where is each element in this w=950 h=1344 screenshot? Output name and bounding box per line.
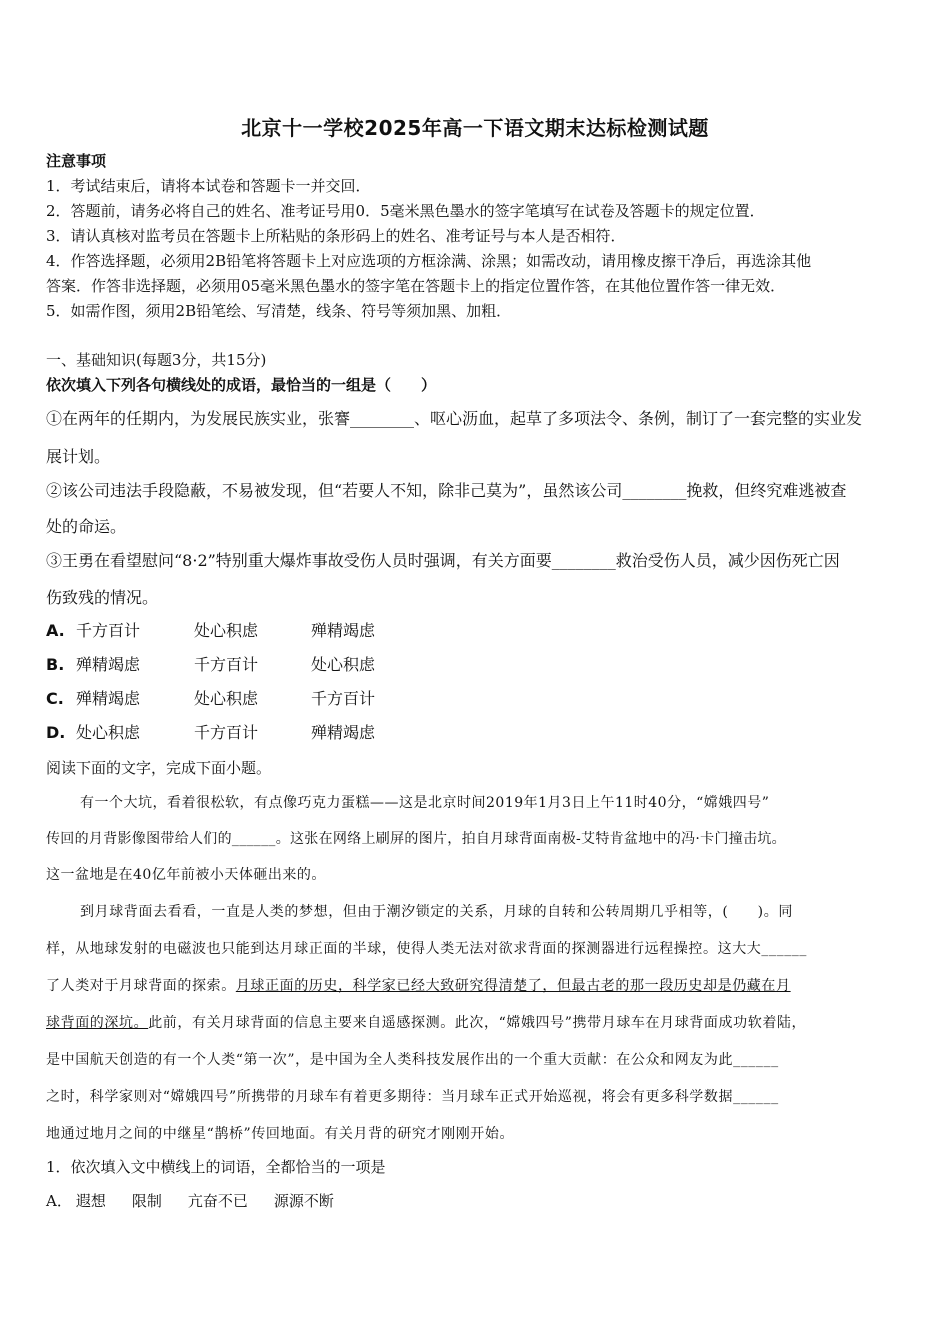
option-word: 源源不断: [273, 1192, 334, 1210]
option-word: 殚精竭虑: [76, 689, 141, 708]
sentence-1-cont: 展计划。: [46, 447, 111, 466]
sentence-2-cont: 处的命运。: [46, 517, 127, 536]
passage-p1-line1: 有一个大坑，看着很松软，有点像巧克力蛋糕——这是北京时间2019年1月3日上午11时40分，“嫦娥四号”: [80, 795, 770, 811]
option-word: 处心积虑: [194, 621, 259, 640]
option-word: 千方百计: [311, 689, 376, 708]
text-run: 了人类对于月球背面的探索。: [46, 978, 236, 994]
option-label: C.: [46, 689, 64, 708]
passage-p2-line6: 之时，科学家则对“嫦娥四号”所携带的月球车有着更多期待：当月球车正式开始巡视，将会有更多科学数据______: [46, 1089, 779, 1105]
text-run: 此前，有关月球背面的信息主要来自遥感探测。此次，“嫦娥四号”携带月球车在月球背面成功软着陆，: [148, 1015, 807, 1031]
option-label: D.: [46, 723, 66, 742]
q1-option-a[interactable]: [46, 1190, 360, 1211]
option-word: 千方百计: [194, 655, 259, 674]
option-label: B.: [46, 655, 65, 674]
passage-p2-line1: 到月球背面去看看，一直是人类的梦想，但由于潮汐锁定的关系，月球的自转和公转周期几乎相等，( )。同: [80, 904, 793, 920]
option-label: A．: [46, 1192, 72, 1210]
notice-item-2: 2．答题前，请务必将自己的姓名、准考证号用0．5毫米黑色墨水的签字笔填写在试卷及答题卡的规定位置．: [46, 202, 765, 220]
option-word: 殚精竭虑: [311, 621, 376, 640]
notice-item-3: 3．请认真核对监考员在答题卡上所粘贴的条形码上的姓名、准考证号与本人是否相符．: [46, 227, 626, 245]
notice-item-5: 5．如需作图，须用2B铅笔绘、写清楚，线条、符号等须加黑、加粗．: [46, 302, 512, 320]
passage-p2-line7: 地通过地月之间的中继星“鹊桥”传回地面。有关月背的研究才刚刚开始。: [46, 1126, 515, 1142]
reading-intro: 阅读下面的文字，完成下面小题。: [46, 759, 272, 777]
option-word: 千方百计: [76, 621, 141, 640]
sentence-3-cont: 伤致残的情况。: [46, 588, 159, 607]
notice-item-1: 1．考试结束后，请将本试卷和答题卡一并交回．: [46, 177, 371, 195]
passage-p2-line5: 是中国航天创造的有一个人类“第一次”，是中国为全人类科技发展作出的一个重大贡献：在公众和网友为此______: [46, 1052, 779, 1068]
option-word: 殚精竭虑: [76, 655, 141, 674]
sentence-3: ③王勇在看望慰问“8·2”特别重大爆炸事故受伤人员时强调，有关方面要________救治受伤人员，减少因伤死亡因: [46, 551, 840, 570]
passage-p1-line3: 这一盆地是在40亿年前被小天体砸出来的。: [46, 867, 326, 883]
notice-item-4-cont: 答案．作答非选择题，必须用05毫米黑色墨水的签字笔在答题卡上的指定位置作答，在其他位置作答一律无效．: [46, 277, 786, 295]
question-1: 1．依次填入文中横线上的词语，全都恰当的一项是: [46, 1158, 386, 1176]
option-word: 处心积虑: [194, 689, 259, 708]
section-heading: 一、基础知识(每题3分，共15分): [46, 351, 267, 369]
notice-item-4: 4．作答选择题，必须用2B铅笔将答题卡上对应选项的方框涂满、涂黑；如需改动，请用橡皮擦干净后，再选涂其他: [46, 252, 812, 270]
option-word: 殚精竭虑: [311, 723, 376, 742]
option-label: A.: [46, 621, 65, 640]
question-stem: 依次填入下列各句横线处的成语，最恰当的一组是（ ）: [46, 376, 437, 394]
sentence-2: ②该公司违法手段隐蔽，不易被发现，但“若要人不知，除非己莫为”，虽然该公司________挽救，但终究难逃被查: [46, 481, 847, 500]
passage-p2-line4: [46, 1012, 806, 1034]
page-title: 北京十一学校2025年高一下语文期末达标检测试题: [241, 116, 709, 140]
passage-p2-line2: 样，从地球发射的电磁波也只能到达月球正面的半球，使得人类无法对欲求背面的探测器进行远程操控。这大大______: [46, 941, 807, 957]
option-word: 限制: [131, 1192, 162, 1210]
option-a[interactable]: [46, 620, 375, 642]
passage-p2-line3: [46, 975, 791, 997]
option-word: 千方百计: [194, 723, 259, 742]
option-word: 遐想: [75, 1192, 106, 1210]
option-c[interactable]: [46, 688, 375, 710]
passage-p1-line2: 传回的月背影像图带给人们的______。这张在网络上刷屏的图片，拍自月球背面南极-艾特肯盆地中的冯·卡门撞击坑。: [46, 831, 786, 847]
option-word: 处心积虑: [311, 655, 376, 674]
underlined-sentence-cont: 球背面的深坑。: [46, 1015, 149, 1031]
underlined-sentence: 月球正面的历史，科学家已经大致研究得清楚了，但最古老的那一段历史却是仍藏在月: [235, 978, 791, 994]
option-word: 亢奋不已: [187, 1192, 248, 1210]
sentence-1: ①在两年的任期内，为发展民族实业，张謇________、呕心沥血，起草了多项法令、条例，制订了一套完整的实业发: [46, 409, 863, 428]
option-d[interactable]: [46, 722, 375, 744]
option-word: 处心积虑: [76, 723, 141, 742]
option-b[interactable]: [46, 654, 375, 676]
notice-heading: 注意事项: [46, 152, 107, 170]
